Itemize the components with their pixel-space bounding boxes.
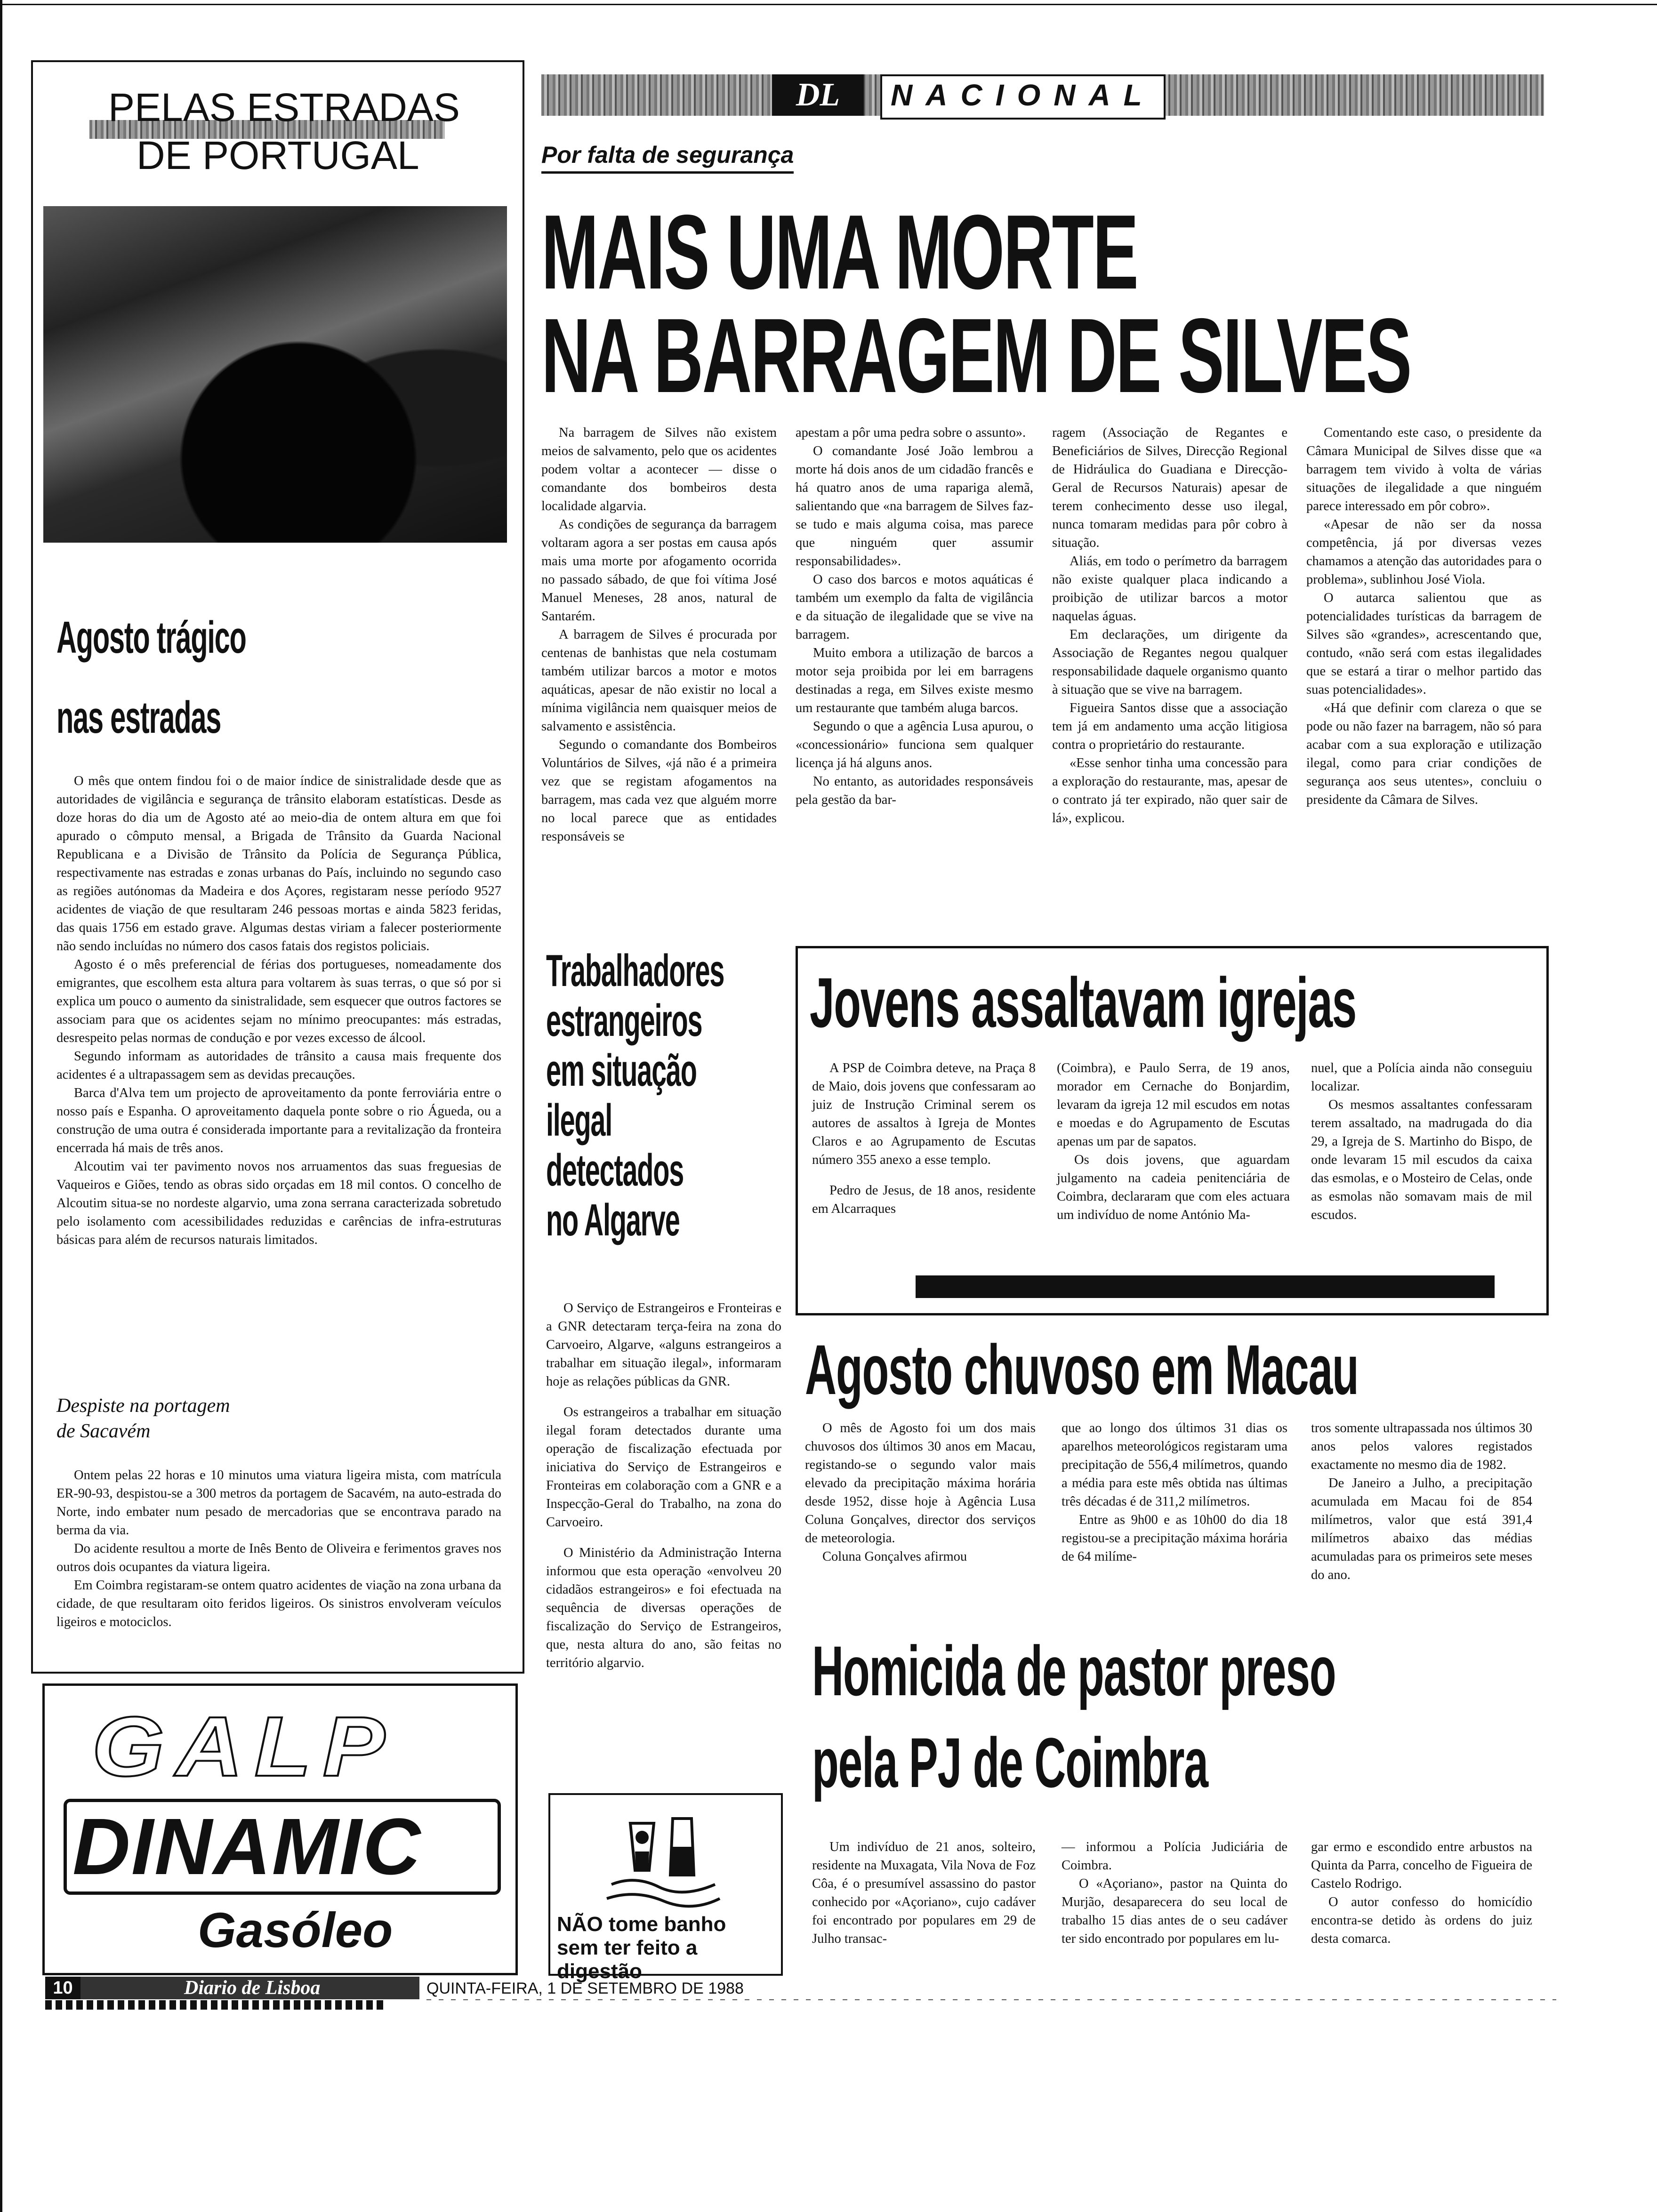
macau-headline: Agosto chuvoso em Macau <box>805 1330 1359 1409</box>
sidebar-body-2 <box>56 1466 501 1631</box>
paragraph: Agosto é o mês preferencial de férias dos portugueses, nomeadamente dos emigrantes, que escolhem esta altura para voltarem às suas terras, o que só por si explica um pouco o aumento da sinistralidade, sem esquecer que outros factores se associam para que os acidentes sejam no mínimo preocupantes: más estradas, desrespeito pelas normas de condução e por vezes excesso de álcool. <box>56 957 501 1045</box>
paragraph: Barca d'Alva tem um projecto de aproveitamento da ponte ferroviária entre o nosso país e Espanha. O aproveitamento daquela ponte sobre o rio Águeda, ou a construção de uma outra é considerada importante para a revitalização da fronteira encerrada há mais de três anos. <box>56 1086 501 1155</box>
column-title-line1: PELAS ESTRADAS <box>108 85 460 129</box>
paragraph: O Serviço de Estrangeiros e Fronteiras e a GNR detectaram terça-feira na zona do Carvoeiro, Algarve, «alguns estrangeiros a trabalhar em situação ilegal», informaram hoje as relações públicas da GNR. <box>546 1301 781 1389</box>
main-headline-2: NA BARRAGEM DE SILVES <box>541 296 1411 415</box>
footer <box>45 1977 1552 2010</box>
subhead-line1: Despiste na portagem <box>56 1395 230 1417</box>
footer-paper-name: Diario de Lisboa <box>184 1977 321 1999</box>
trab-headline-line: ilegal <box>546 1095 612 1146</box>
jovens-black-bar <box>916 1275 1495 1298</box>
paragraph: (Coimbra), e Paulo Serra, de 19 anos, morador em Cernache do Bonjardim, levaram da igreja 12 mil escudos em notas e moedas e do Agrupamento de Escutas apenas um par de sapatos. <box>1057 1061 1290 1149</box>
paragraph: tros somente ultrapassada nos últimos 30 anos pelos valores registados exactamente no mesmo dia de 1982. <box>1311 1421 1532 1472</box>
page-number <box>45 1977 80 1999</box>
banho-ad <box>548 1793 783 1983</box>
section-label-text: NACIONAL <box>891 78 1155 112</box>
trab-headline-line: Trabalhadores <box>546 946 724 996</box>
trab-body <box>546 1299 781 1672</box>
crash-photo <box>43 206 507 543</box>
trab-headline <box>546 946 772 1245</box>
paragraph: De Janeiro a Julho, a precipitação acumulada em Macau foi de 854 milímetros, valor que está 391,4 milímetros abaixo das médias acumuladas para os primeiros sete meses do ano. <box>1311 1476 1532 1582</box>
paragraph: A barragem de Silves é procurada por centenas de banhistas que nela costumam também utilizar barcos a motor e motos aquáticas, apesar de não existir no local a mínima vigilância nem quaisquer meios de salvamento e assistência. <box>541 627 777 734</box>
paragraph: O autarca salientou que as potencialidades turísticas da barragem de Silves são «grandes», acrescentando que, contudo, «não será com estas ilegalidades que se estará a tirar o melhor partido das suas potencialidades». <box>1306 591 1542 697</box>
banho-text <box>557 1913 778 1983</box>
banho-line2: sem ter feito a digestão <box>557 1936 698 1983</box>
macau-col-2 <box>1062 1419 1287 1566</box>
banho-line1: NÃO tome banho <box>557 1913 726 1936</box>
paragraph: Comentando este caso, o presidente da Câmara Municipal de Silves disse que «a barragem tem vivido à volta de várias situações de ilegalidade a que ninguém parece interessado em pôr cobro». <box>1306 425 1542 513</box>
paragraph: Em declarações, um dirigente da Associação de Regantes negou qualquer responsabilidade daquele organismo quanto à situação que se vive na barragem. <box>1052 627 1287 697</box>
column-title-line2: DE PORTUGAL <box>137 133 419 177</box>
paragraph: O autor confesso do homicídio encontra-se detido às ordens do juiz desta comarca. <box>1311 1895 1532 1946</box>
galp-type: Gasóleo <box>198 1903 393 1958</box>
paragraph: Segundo o que a agência Lusa apurou, o «concessionário» funciona sem qualquer licença já há alguns anos. <box>796 719 1033 770</box>
paragraph: Muito embora a utilização de barcos a motor seja proibida por lei em barragens destinadas a rega, em Silves existe mesmo um restaurante que também aluga barcos. <box>796 646 1033 715</box>
jovens-col-2 <box>1057 1059 1290 1224</box>
section-logo <box>772 74 864 116</box>
sidebar-subhead <box>56 1393 230 1444</box>
trab-headline-line: estrangeiros <box>546 995 702 1046</box>
kicker-text: Por falta de segurança <box>541 142 794 168</box>
section-logo-text: DL <box>796 77 840 113</box>
paragraph: As condições de segurança da barragem voltaram agora a ser postas em causa após mais uma morte por afogamento ocorrida no passado sábado, de que foi vítima José Manuel Meneses, 28 anos, natural de Santarém. <box>541 517 777 624</box>
footer-pattern <box>45 2000 384 2010</box>
paragraph: Segundo o comandante dos Bombeiros Voluntários de Silves, «já não é a primeira vez que se registam afogamentos na barragem, mas cada vez que alguém morre no local parece que as entidades responsáveis se <box>541 737 777 844</box>
swimmer-drink-icon <box>602 1804 724 1908</box>
galp-brand-frame <box>82 1699 478 1794</box>
paragraph: Os estrangeiros a trabalhar em situação ilegal foram detectados durante uma operação de fiscalização efectuada por iniciativa do Serviço de Estrangeiros e Fronteiras em colaboração com a GNR e a Inspecção-Geral do Trabalho, na zona do Carvoeiro. <box>546 1405 781 1530</box>
macau-col-1 <box>805 1419 1036 1566</box>
sidebar-body-1 <box>56 772 501 1249</box>
galp-brand: GALP <box>92 1699 396 1794</box>
jovens-headline: Jovens assaltavam igrejas <box>810 963 1357 1042</box>
paragraph: Ontem pelas 22 horas e 10 minutos uma viatura ligeira mista, com matrícula ER-90-93, despistou-se a 300 metros da portagem de Sacavém, na auto-estrada do Norte, indo embater num pesado de mercadorias que se encontrava parado na berma da via. <box>56 1468 501 1538</box>
footer-masthead <box>80 1977 419 1999</box>
footer-rule <box>426 1999 1556 2000</box>
paragraph: Um indivíduo de 21 anos, solteiro, residente na Muxagata, Vila Nova de Foz Côa, é o presumível assassino do pastor conhecido por «Açoriano», cujo cadáver foi encontrado por populares em 29 de Julho transac- <box>812 1840 1036 1946</box>
sidebar-headline-2: nas estradas <box>56 692 221 743</box>
paragraph: «Esse senhor tinha uma concessão para a exploração do restaurante, mas, apesar de o contrato já ter expirado, não quer sair de lá», explicou. <box>1052 756 1287 825</box>
main-col-4 <box>1306 424 1542 809</box>
paragraph: Os dois jovens, que aguardam julgamento na cadeia penitenciária de Coimbra, declararam que com eles actuara um indivíduo de nome António Ma- <box>1057 1153 1290 1222</box>
paragraph: Segundo informam as autoridades de trânsito a causa mais frequente dos acidentes é a ultrapassagem sem as devidas precauções. <box>56 1049 501 1082</box>
paragraph: Aliás, em todo o perímetro da barragem não existe qualquer placa indicando a proibição de utilizar barcos a motor naquelas águas. <box>1052 554 1287 624</box>
trab-headline-line: no Algarve <box>546 1195 680 1245</box>
sidebar-headline-1: Agosto trágico <box>56 612 246 663</box>
subhead-line2: de Sacavém <box>56 1420 151 1442</box>
trab-headline-line: em situação <box>546 1045 697 1096</box>
macau-col-3 <box>1311 1419 1532 1584</box>
paragraph: O mês que ontem findou foi o de maior índice de sinistralidade desde que as autoridades de vigilância e segurança de trânsito elaboram estatísticas. Desde as doze horas do dia um de Agosto até ao meio-dia de ontem altura em que foi apurado o cômputo mensal, a Brigada de Trânsito da Guarda Nacional Republicana e a Divisão de Trânsito da Polícia de Segurança Pública, respectivamente nas estradas e zonas urbanas do País, incluindo no segundo caso as regiões autónomas da Madeira e dos Açores, registaram nesse período 9527 acidentes de viação de que resultaram 246 pessoas mortas e ainda 5823 feridas, das quais 1756 em estado grave. Algumas destas viriam a falecer posteriormente não sendo incluídas no número dos casos fatais dos registos policiais. <box>56 774 501 954</box>
main-headline-1: MAIS UMA MORTE <box>541 192 1138 311</box>
homicida-headline-2: pela PJ de Coimbra <box>812 1723 1208 1802</box>
paragraph: Em Coimbra registaram-se ontem quatro acidentes de viação na zona urbana da cidade, de que resultaram oito feridos ligeiros. Os sinistros envolveram veículos ligeiros e motociclos. <box>56 1578 501 1629</box>
main-col-1 <box>541 424 777 846</box>
paragraph: O comandante José João lembrou a morte há dois anos de um cidadão francês e há quatro anos de uma rapariga alemã, salientando que «na barragem de Silves faz-se tudo e mais alguma coisa, mas parece que ninguém quer assumir responsabilidades». <box>796 444 1033 569</box>
paragraph: Alcoutim vai ter pavimento novos nos arruamentos das suas freguesias de Vaqueiros e Giões, tendo as obras sido orçadas em 18 mil contos. O concelho de Alcoutim situa-se no nordeste algarvio, uma zona serrana caracterizada sobretudo pelo isolamento com acessibilidades reduzidas e carências de infra-estruturas básicas para além de recursos naturais limitados. <box>56 1159 501 1247</box>
galp-ad <box>42 1683 518 1975</box>
paragraph: — informou a Polícia Judiciária de Coimbra. <box>1062 1840 1287 1873</box>
kicker <box>541 141 794 174</box>
footer-date: QUINTA-FEIRA, 1 DE SETEMBRO DE 1988 <box>426 1980 744 1997</box>
galp-product: DINAMIC <box>72 1802 422 1891</box>
top-rule <box>0 4 1657 5</box>
homicida-headline-1: Homicida de pastor preso <box>812 1631 1336 1710</box>
paragraph: nuel, que a Polícia ainda não conseguiu localizar. <box>1311 1061 1532 1094</box>
paragraph: que ao longo dos últimos 31 dias os aparelhos meteorológicos registaram uma precipitação de 556,4 milímetros, quando a média para este mês obtida nas últimas três décadas é de 311,2 milímetros. <box>1062 1421 1287 1509</box>
paragraph: «Apesar de não ser da nossa competência, já por diversas vezes chamamos a atenção das autoridades para o problema», sublinhou José Viola. <box>1306 517 1542 587</box>
paragraph: Entre as 9h00 e as 10h00 do dia 18 registou-se a precipitação máxima horária de 64 milíme- <box>1062 1513 1287 1564</box>
paragraph: No entanto, as autoridades responsáveis pela gestão da bar- <box>796 774 1033 807</box>
paragraph: Pedro de Jesus, de 18 anos, residente em Alcarraques <box>812 1183 1036 1216</box>
jovens-col-1 <box>812 1059 1036 1218</box>
column-title <box>108 80 460 188</box>
left-scan-edge <box>0 0 2 2212</box>
galp-product-box <box>64 1799 501 1895</box>
trab-headline-line: detectados <box>546 1145 684 1195</box>
main-col-2 <box>796 424 1033 809</box>
paragraph: O caso dos barcos e motos aquáticas é também um exemplo da falta de vigilância e da situação de ilegalidade que se vive na barragem. <box>796 572 1033 642</box>
paragraph: Os mesmos assaltantes confessaram terem assaltado, na madrugada do dia 29, a Igreja de S. Martinho do Bispo, de onde levaram 15 mil escudos da caixa das esmolas, e o Mosteiro de Celas, onde as esmolas não somavam mais de mil escudos. <box>1311 1098 1532 1222</box>
paragraph: gar ermo e escondido entre arbustos na Quinta da Parra, concelho de Figueira de Castelo Rodrigo. <box>1311 1840 1532 1891</box>
paragraph: ragem (Associação de Regantes e Beneficiários de Silves, Direcção Regional de Hidráulica do Guadiana e Direcção-Geral de Recursos Naturais) apesar de terem conhecimento desse uso ilegal, nunca tomaram medidas para pôr cobro à situação. <box>1052 425 1287 550</box>
main-col-3 <box>1052 424 1287 827</box>
paragraph: Figueira Santos disse que a associação tem já em andamento uma acção litigiosa contra o proprietário do restaurante. <box>1052 701 1287 752</box>
paragraph: «Há que definir com clareza o que se pode ou não fazer na barragem, não só para acabar com a sua exploração e utilização ilegal, como para criar condições de segurança aos seus utentes», concluiu o presidente da Câmara de Silves. <box>1306 701 1542 807</box>
section-label <box>880 74 1166 120</box>
paragraph: O «Açoriano», pastor na Quinta do Murjão, desaparecera do seu local de trabalho 15 dias antes de o seu cadáver ter sido encontrado por populares em lu- <box>1062 1876 1287 1946</box>
paragraph: Do acidente resultou a morte de Inês Bento de Oliveira e ferimentos graves nos outros dois ocupantes da viatura ligeira. <box>56 1541 501 1574</box>
homicida-col-1 <box>812 1838 1036 1948</box>
paragraph: O Ministério da Administração Interna informou que esta operação «envolveu 20 cidadãos estrangeiros» e foi efectuada na sequência de diversas operações de fiscalização do Serviço de Estrangeiros, que, nesta altura do ano, são feitas no território algarvio. <box>546 1546 781 1670</box>
homicida-col-2 <box>1062 1838 1287 1948</box>
paragraph: apestam a pôr uma pedra sobre o assunto». <box>796 425 1026 440</box>
page-number-text: 10 <box>53 1978 73 1998</box>
paragraph: Na barragem de Silves não existem meios de salvamento, pelo que os acidentes podem voltar a acontecer — disse o comandante dos bombeiros desta localidade algarvia. <box>541 425 777 513</box>
homicida-col-3 <box>1311 1838 1532 1948</box>
paragraph: O mês de Agosto foi um dos mais chuvosos dos últimos 30 anos em Macau, registando-se o segundo valor mais elevado da precipitação máxima horária desde 1952, disse hoje à Agência Lusa Coluna Gonçalves, director dos serviços de meteorologia. <box>805 1421 1036 1546</box>
paragraph: A PSP de Coimbra deteve, na Praça 8 de Maio, dois jovens que confessaram ao juiz de Instrução Criminal serem os autores de assaltos à Igreja de Montes Claros e ao Agrupamento de Escutas número 355 anexo a esse templo. <box>812 1061 1036 1167</box>
jovens-col-3 <box>1311 1059 1532 1224</box>
paragraph: Coluna Gonçalves afirmou <box>822 1549 967 1564</box>
